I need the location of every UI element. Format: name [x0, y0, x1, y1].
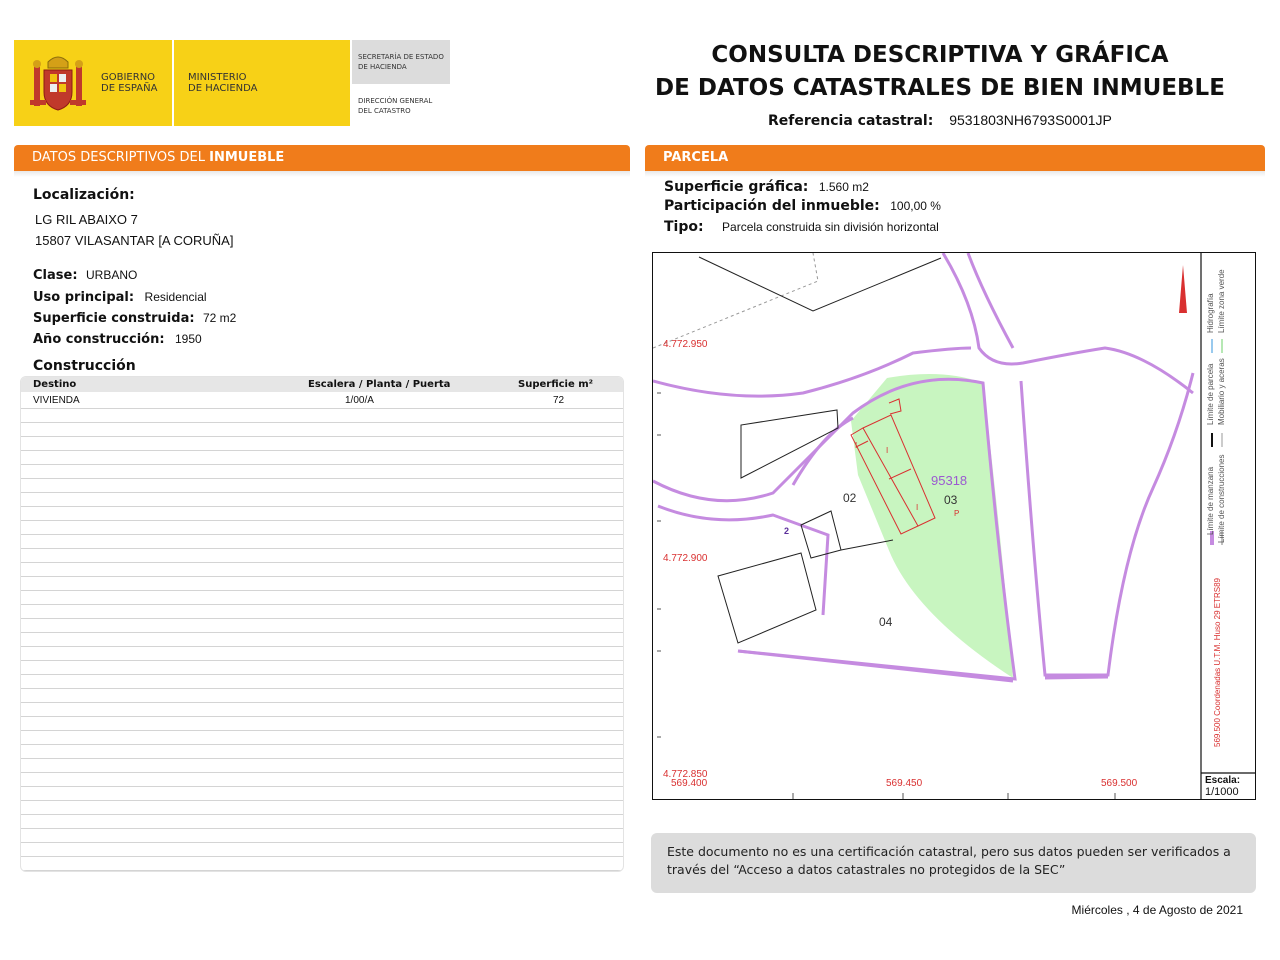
y-label-900: 4.772.900 — [663, 553, 708, 564]
notice-line2: través del “Acceso a datos catastrales no protegidos de la SEC” — [667, 862, 1066, 877]
cell-superficie: 72 — [553, 395, 565, 406]
field-superficie-grafica — [664, 178, 869, 196]
section-bar-inmueble — [14, 145, 630, 171]
legend-mobiliario: Mobiliario y aceras — [1217, 358, 1226, 425]
cell-destino: VIVIENDA — [33, 395, 80, 406]
x-label-500: 569.500 — [1101, 778, 1138, 789]
logo-divider — [172, 40, 174, 126]
gov-name — [101, 72, 157, 94]
uso-value: Residencial — [144, 290, 207, 304]
table-rule — [21, 464, 623, 465]
uso-label: Uso principal: — [33, 290, 135, 305]
participacion-value: 100,00 % — [890, 199, 941, 213]
table-rule — [21, 562, 623, 563]
table-rule — [21, 646, 623, 647]
table-rule — [21, 436, 623, 437]
section-title-a: DATOS DESCRIPTIVOS DEL — [32, 150, 210, 165]
page-title-line1: CONSULTA DESCRIPTIVA Y GRÁFICA — [711, 42, 1169, 68]
table-rule — [21, 730, 623, 731]
direccion-name — [358, 96, 432, 116]
sup-grafica-label: Superficie gráfica: — [664, 179, 809, 195]
field-tipo — [664, 218, 939, 236]
table-header — [21, 377, 623, 392]
page-title-line2: DE DATOS CATASTRALES DE BIEN INMUEBLE — [655, 75, 1225, 101]
gov-line1: GOBIERNO — [101, 72, 156, 83]
document-date: Miércoles , 4 de Agosto de 2021 — [1071, 903, 1243, 917]
parcel-02[interactable]: 02 — [843, 491, 857, 505]
field-anio — [33, 330, 202, 348]
col-escalera: Escalera / Planta / Puerta — [308, 379, 451, 390]
table-rule — [21, 702, 623, 703]
table-rule — [21, 408, 623, 409]
building-mark-3: I — [916, 503, 919, 512]
green-zone — [851, 374, 1013, 678]
legend-parcela: Límite de parcela — [1206, 363, 1215, 425]
p-marker: P — [954, 509, 960, 518]
superficie-value: 72 m2 — [203, 311, 237, 325]
secretaria-name — [358, 52, 444, 72]
participacion-label: Participación del inmueble: — [664, 198, 880, 214]
table-rule — [21, 772, 623, 773]
scale-label: Escala: — [1205, 775, 1241, 786]
y-label-950: 4.772.950 — [663, 339, 708, 350]
map-drawing — [653, 253, 1256, 800]
field-participacion — [664, 197, 941, 215]
section-title-b: INMUEBLE — [209, 150, 285, 165]
building-mark-2: I — [855, 441, 858, 450]
superficie-label: Superficie construida: — [33, 311, 195, 326]
address-line1: LG RIL ABAIXO 7 — [35, 212, 138, 227]
y-label-850: 4.772.850 — [663, 769, 708, 780]
clase-value: URBANO — [85, 268, 138, 282]
parcel-03[interactable]: 03 — [944, 493, 958, 507]
col-destino: Destino — [33, 379, 77, 390]
table-rule — [21, 422, 623, 423]
small-mark: 2 — [784, 526, 790, 536]
table-rule — [21, 478, 623, 479]
table-rule — [21, 534, 623, 535]
x-label-400: 569.400 — [671, 778, 708, 789]
cadastral-map[interactable] — [652, 252, 1256, 800]
table-rule — [21, 856, 623, 857]
table-rule — [21, 688, 623, 689]
table-rule — [21, 506, 623, 507]
table-rule — [21, 842, 623, 843]
table-rule — [21, 786, 623, 787]
table-rule — [21, 576, 623, 577]
tipo-value: Parcela construida sin división horizontal — [722, 220, 939, 234]
field-superficie — [33, 309, 236, 327]
field-clase — [33, 266, 137, 284]
table-rule — [21, 492, 623, 493]
table-rule — [21, 604, 623, 605]
tipo-label: Tipo: — [664, 219, 704, 235]
section-shadow — [14, 171, 630, 177]
cell-escalera: 1/00/A — [345, 395, 374, 406]
construction-table — [20, 376, 624, 872]
table-rule — [21, 590, 623, 591]
table-rule — [21, 632, 623, 633]
legend-verde: Límite zona verde — [1217, 269, 1226, 333]
address-line2: 15807 VILASANTAR [A CORUÑA] — [35, 233, 234, 248]
north-arrow-icon — [1179, 265, 1187, 313]
clase-label: Clase: — [33, 268, 78, 283]
localizacion-label: Localización: — [33, 187, 135, 203]
parcela-title: PARCELA — [663, 150, 729, 165]
table-rule — [21, 800, 623, 801]
ministry-line1: MINISTERIO — [188, 72, 247, 83]
gov-line2: DE ESPAÑA — [101, 83, 158, 94]
construccion-title: Construcción — [33, 358, 136, 374]
ministry-line2: DE HACIENDA — [188, 83, 258, 94]
table-rule — [21, 828, 623, 829]
legend-construcciones: Límite de construcciones — [1217, 454, 1226, 543]
table-rule — [21, 716, 623, 717]
direccion-line1: DIRECCIÓN GENERAL — [358, 97, 433, 105]
col-superficie: Superficie m² — [518, 379, 594, 390]
x-label-450: 569.450 — [886, 778, 923, 789]
table-row[interactable] — [21, 393, 623, 408]
hydro-line — [653, 253, 818, 348]
scale-value: 1/1000 — [1205, 786, 1239, 798]
table-rule — [21, 450, 623, 451]
ministry-name — [188, 72, 257, 94]
coord-note: 569.500 Coordenadas U.T.M. Huso 29 ETRS89 — [1213, 578, 1222, 747]
parcela-shadow — [645, 171, 1265, 177]
building-mark-1: I — [886, 446, 889, 455]
notice-line1: Este documento no es una certificación catastral, pero sus datos pueden ser verificados a — [667, 844, 1231, 859]
cadastral-reference — [768, 112, 1112, 129]
field-uso — [33, 288, 207, 306]
legend-manzana: Límite de manzana — [1206, 466, 1215, 535]
table-rule — [21, 660, 623, 661]
table-rule — [21, 744, 623, 745]
table-rule — [21, 814, 623, 815]
direccion-line2: DEL CATASTRO — [358, 107, 411, 115]
table-rule — [21, 520, 623, 521]
secretaria-line2: DE HACIENDA — [358, 63, 407, 71]
secretaria-line1: SECRETARÍA DE ESTADO — [358, 53, 444, 61]
table-rule — [21, 548, 623, 549]
disclaimer-notice — [651, 833, 1256, 893]
ref-value[interactable]: 9531803NH6793S0001JP — [949, 112, 1112, 128]
coat-of-arms-icon — [28, 52, 88, 114]
legend-hidrografia: Hidrografía — [1206, 293, 1215, 333]
anio-value: 1950 — [175, 332, 202, 346]
table-rule — [21, 618, 623, 619]
table-rule — [21, 870, 623, 871]
section-bar-parcela — [645, 145, 1265, 171]
anio-label: Año construcción: — [33, 332, 165, 347]
table-rule — [21, 758, 623, 759]
table-rule — [21, 674, 623, 675]
ref-label: Referencia catastral: — [768, 113, 934, 129]
sup-grafica-value: 1.560 m2 — [818, 180, 869, 194]
parcel-04[interactable]: 04 — [879, 615, 893, 629]
parcel-id[interactable]: 95318 — [931, 473, 968, 488]
